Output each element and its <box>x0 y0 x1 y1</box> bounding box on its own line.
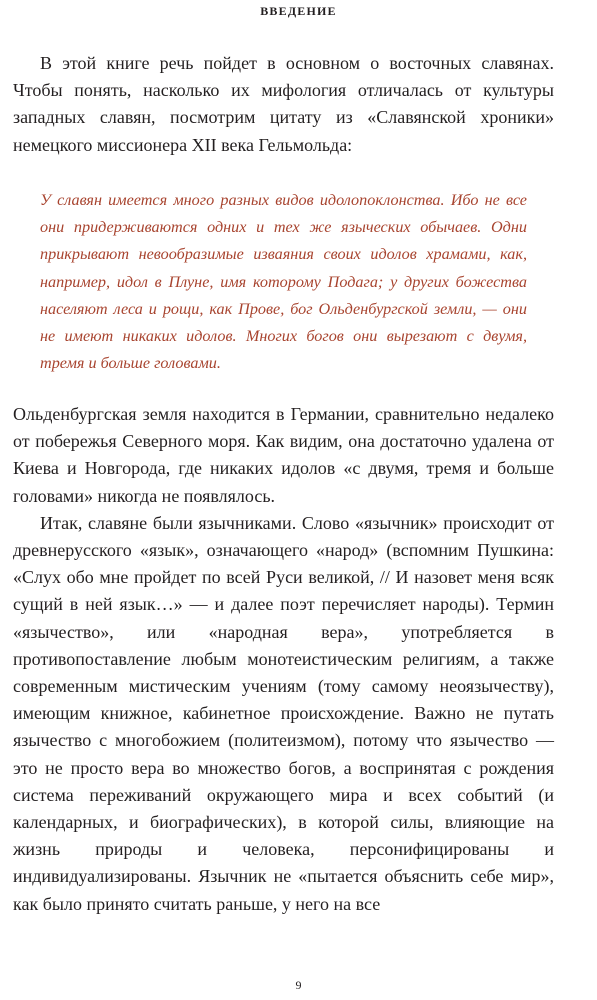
intro-paragraph: В этой книге речь пойдет в основном о восточных славянах. Чтобы понять, насколько их мифология отличалась от культуры западных славян, посмотрим цитату из «Славянской хроники» немецкого миссионера XII века Гельмольда: <box>13 53 554 155</box>
main-text-block <box>13 401 554 918</box>
running-head: ВВЕДЕНИЕ <box>260 4 337 18</box>
page-number: 9 <box>295 978 302 992</box>
oldenburg-paragraph: Ольденбургская земля находится в Германии, сравнительно недалеко от побережья Северного моря. Как видим, она достаточно удалена от Киева и Новгорода, где никаких идолов «с двумя, тремя и больше головами» никогда не появлялось. <box>13 404 554 506</box>
paganism-paragraph: Итак, славяне были язычниками. Слово «язычник» происходит от древнерусского «язык», означающего «народ» (вспомним Пушкина: «Слух обо мне пройдет по всей Руси великой, // И назовет меня всяк сущий в ней язык…» — и далее поэт перечисляет народы). Термин «язычество», или «народная вера», употребляется в противопоставление любым монотеистическим религиям, а также современным мистическим учениям (тому самому неоязычеству), имеющим книжное, кабинетное происхождение. Важно не путать язычество с многобожием (политеизмом), потому что язычество — это не просто вера во множество богов, а воспринятая с рождения система переживаний окружающего мира и всех событий (и календарных, и биографических), в которой силы, влияющие на жизнь природы и человека, персонифицированы и индивидуализированы. Язычник не «пытается объяснить себе мир», как было принято считать раньше, у него на все <box>13 512 554 914</box>
intro-block <box>13 50 554 159</box>
helmold-quote: У славян имеется много разных видов идолопоклонства. Ибо не все они придерживаются одних и тех же языческих обычаев. Одни прикрывают невообразимые изваяния своих идолов храмами, как, например, идол в Плуне, имя которому Подага; у других божества населяют леса и рощи, как Прове, бог Ольденбургской земли, — они не имеют никаких идолов. Многих богов они вырезают с двумя, тремя и больше головами. <box>40 191 527 373</box>
